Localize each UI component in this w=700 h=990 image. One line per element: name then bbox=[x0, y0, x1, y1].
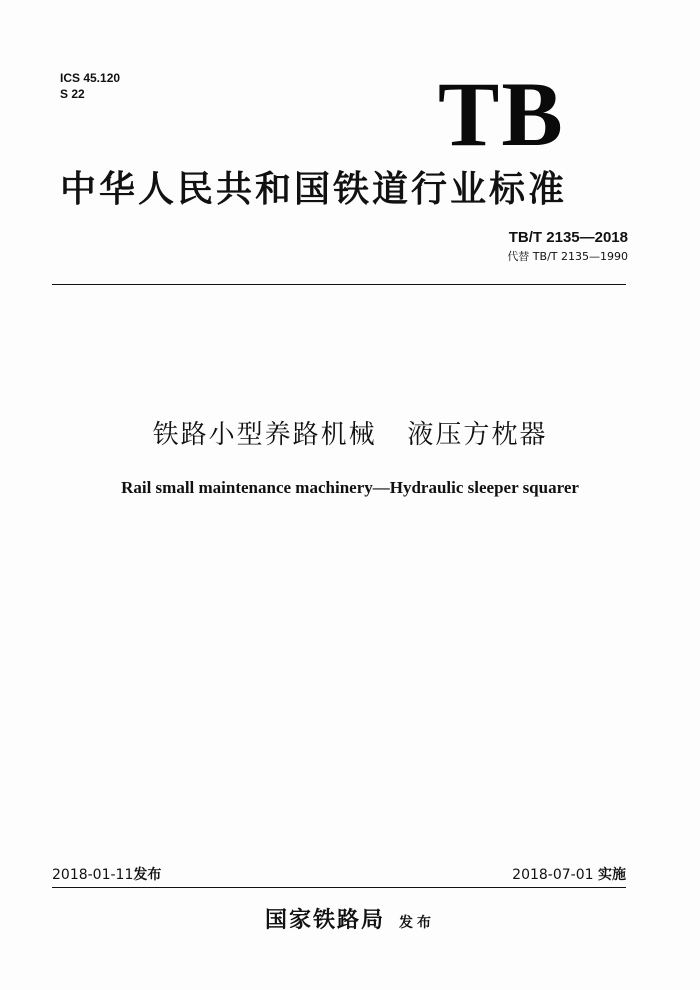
issuer-action: 发布 bbox=[399, 915, 435, 931]
tb-logo: TB bbox=[438, 63, 565, 165]
implement-label: 实施 bbox=[598, 867, 626, 883]
implement-date: 2018-07-01 bbox=[512, 867, 594, 883]
issuer-name: 国家铁路局 bbox=[264, 908, 385, 933]
issue-date-block bbox=[52, 866, 161, 884]
implement-date-block bbox=[512, 866, 626, 884]
classification-codes bbox=[60, 70, 120, 102]
ics-code: ICS 45.120 bbox=[60, 71, 121, 85]
replaces-code: 代替 TB/T 2135—1990 bbox=[507, 250, 628, 263]
standard-title: 中华人民共和国铁道行业标准 bbox=[60, 169, 568, 210]
bottom-divider bbox=[52, 887, 626, 888]
standard-code-block bbox=[507, 228, 628, 266]
standard-code: TB/T 2135—2018 bbox=[508, 229, 628, 246]
issue-label: 发布 bbox=[133, 867, 162, 883]
issuer-block bbox=[0, 906, 700, 938]
document-title-cn: 铁路小型养路机械 液压方枕器 bbox=[152, 420, 548, 450]
issue-date: 2018-01-11 bbox=[52, 867, 134, 883]
top-divider bbox=[52, 284, 626, 285]
ccs-code: S 22 bbox=[60, 87, 85, 101]
document-title-en: Rail small maintenance machinery—Hydraulic sleeper squarer bbox=[121, 478, 579, 497]
